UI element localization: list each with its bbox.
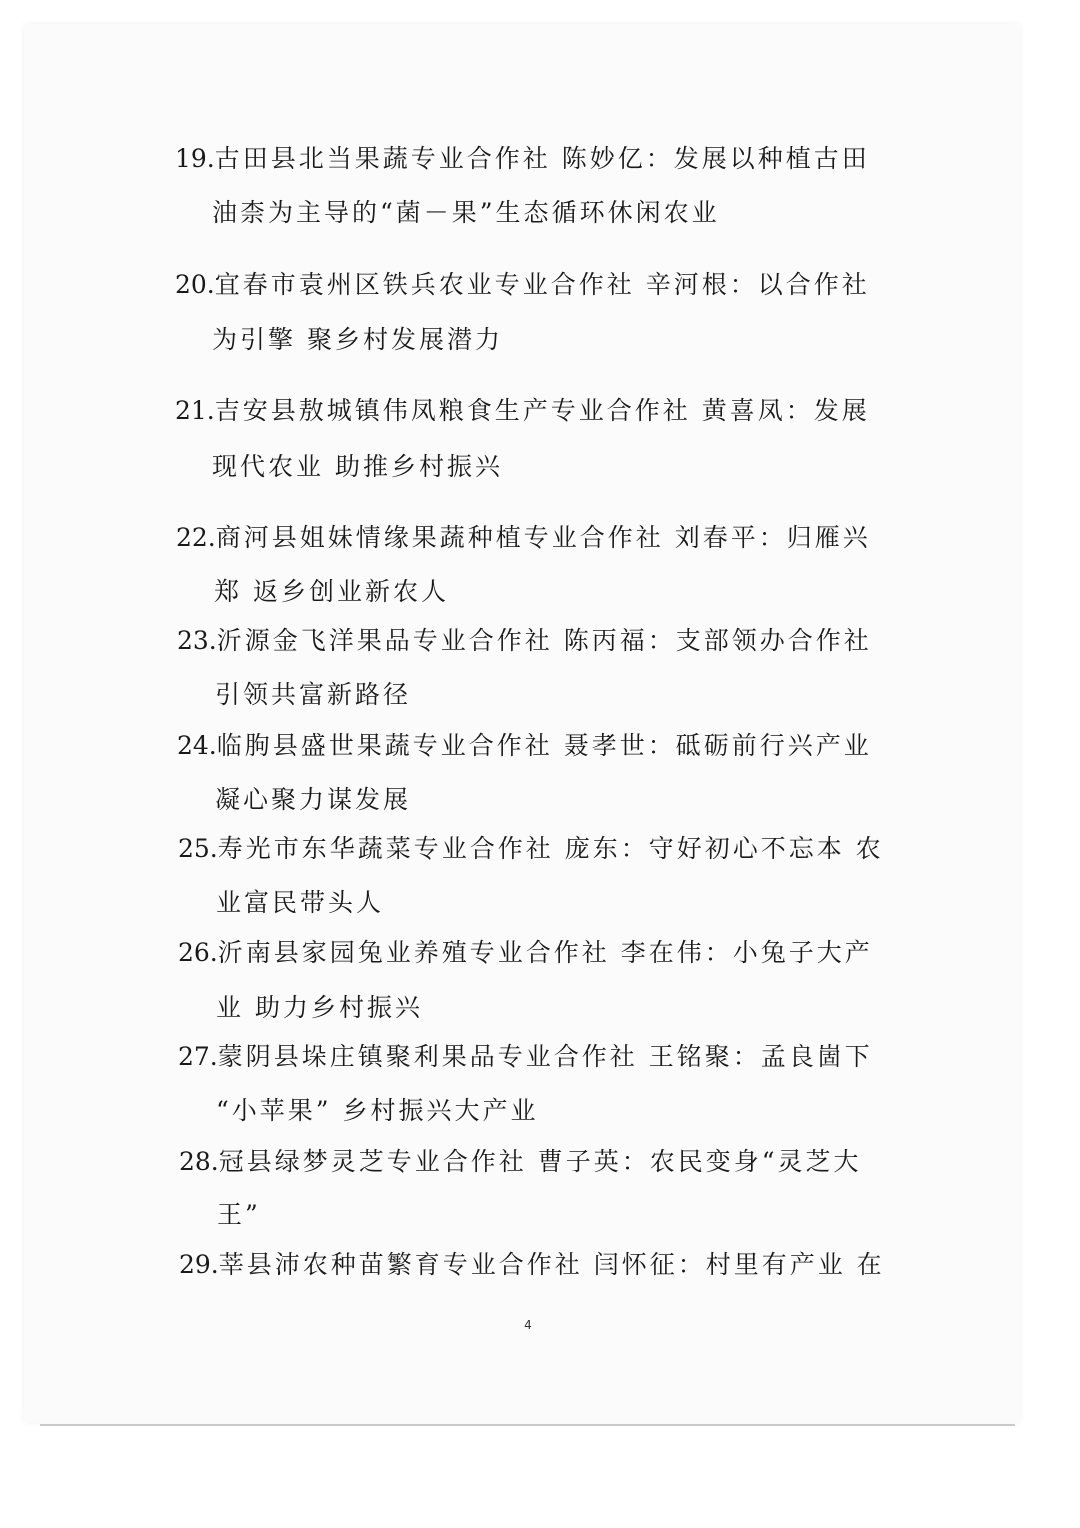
item-number: 20. (175, 270, 215, 299)
item-title-line: 吉安县敖城镇伟凤粮食生产专业合作社 黄喜凤：发展 (214, 396, 870, 425)
item-continuation-line: 郑 返乡创业新农人 (214, 577, 449, 606)
page-number: 4 (524, 1318, 532, 1332)
document-page (24, 24, 1020, 1422)
item-title-line: 沂南县家园兔业养殖专业合作社 李在伟：小兔子大产 (217, 938, 873, 967)
item-continuation-line: 王” (217, 1200, 261, 1229)
item-title-line: 沂源金飞洋果品专业合作社 陈丙福：支部领办合作社 (216, 626, 872, 655)
item-continuation-line: 为引擎 聚乡村发展潜力 (212, 325, 503, 354)
item-continuation-line: 凝心聚力谋发展 (215, 785, 412, 814)
item-number: 26. (178, 938, 218, 967)
item-number: 29. (179, 1250, 219, 1279)
item-continuation-line: 油柰为主导的“菌－果”生态循环休闲农业 (212, 198, 720, 227)
item-title-line: 商河县姐妹情缘果蔬种植专业合作社 刘春平：归雁兴 (215, 523, 871, 552)
item-number: 28. (179, 1147, 219, 1176)
item-title-line: 古田县北当果蔬专业合作社 陈妙亿：发展以种植古田 (214, 144, 870, 173)
item-number: 21. (175, 396, 215, 425)
item-number: 19. (175, 144, 215, 173)
item-title-line: 寿光市东华蔬菜专业合作社 庞东：守好初心不忘本 农 (217, 834, 884, 863)
item-continuation-line: 业 助力乡村振兴 (216, 993, 423, 1022)
item-title-line: 冠县绿梦灵芝专业合作社 曹子英：农民变身“灵芝大 (218, 1147, 862, 1176)
item-title-line: 莘县沛农种苗繁育专业合作社 闫怀征：村里有产业 在 (218, 1250, 885, 1279)
item-continuation-line: 业富民带头人 (216, 888, 385, 917)
item-number: 22. (176, 523, 216, 552)
item-continuation-line: 引领共富新路径 (215, 680, 412, 709)
page-bottom-edge (40, 1424, 1015, 1426)
item-title-line: 宜春市袁州区铁兵农业专业合作社 辛河根：以合作社 (214, 270, 870, 299)
item-title-line: 临朐县盛世果蔬专业合作社 聂孝世：砥砺前行兴产业 (216, 731, 872, 760)
item-title-line: 蒙阴县垛庄镇聚利果品专业合作社 王铭聚：孟良崮下 (217, 1042, 873, 1071)
item-number: 23. (177, 626, 217, 655)
item-number: 27. (178, 1042, 218, 1071)
item-continuation-line: “小苹果” 乡村振兴大产业 (216, 1096, 539, 1125)
item-continuation-line: 现代农业 助推乡村振兴 (212, 452, 503, 481)
item-number: 24. (177, 731, 217, 760)
item-number: 25. (178, 834, 218, 863)
